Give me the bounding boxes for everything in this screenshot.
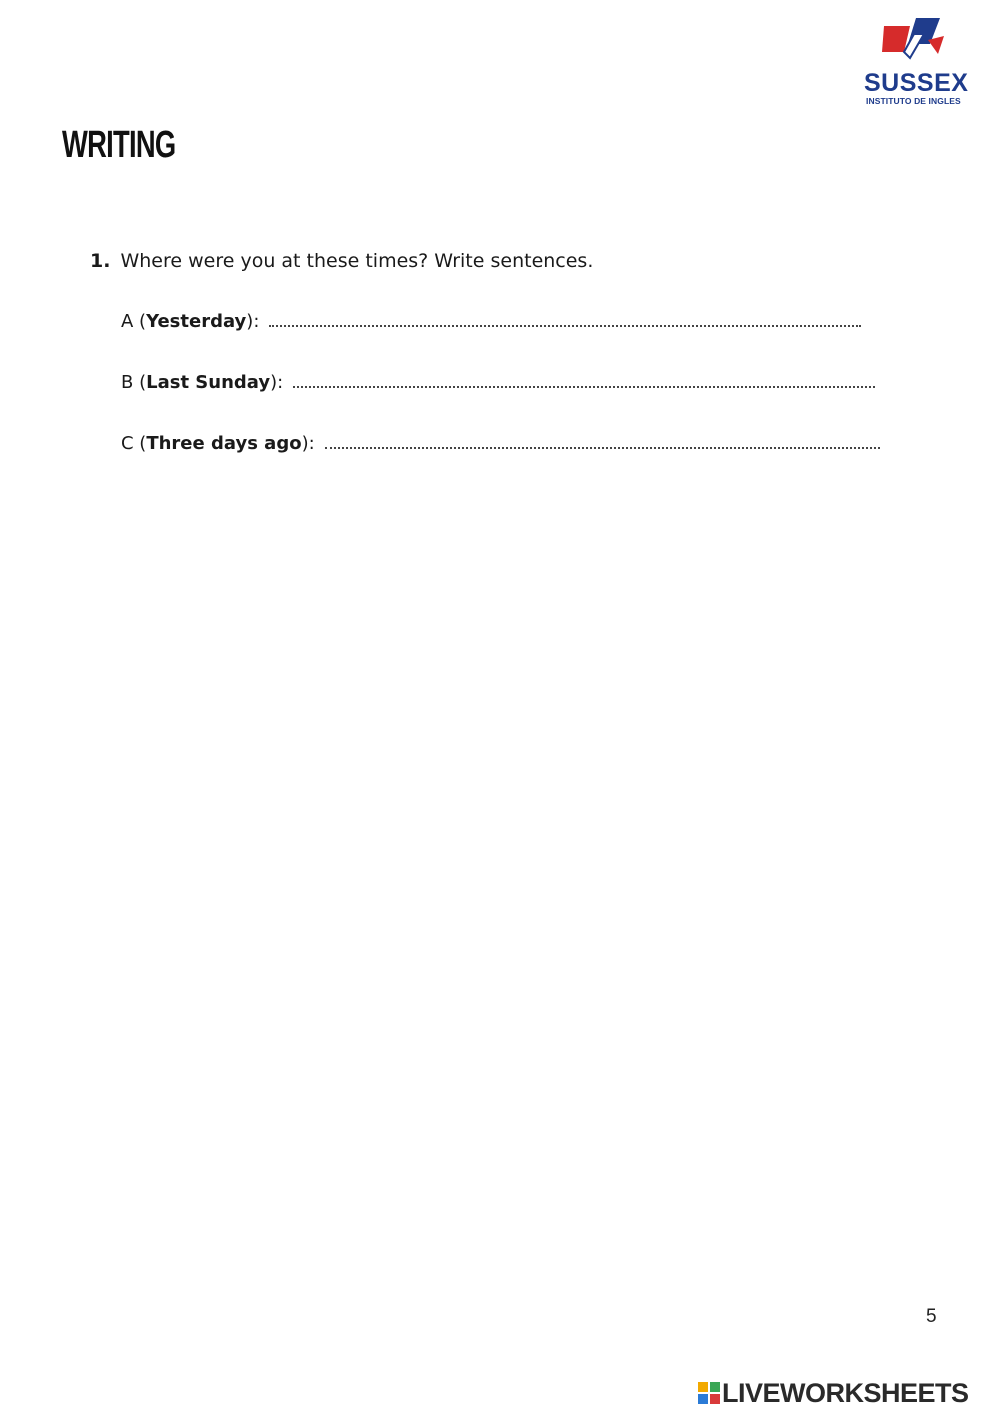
answer-row-c: C ( Three days ago ): bbox=[121, 431, 880, 457]
sussex-logo bbox=[858, 14, 968, 109]
exercise-number: 1. bbox=[90, 250, 111, 272]
sussex-logo-mark-icon bbox=[880, 14, 946, 70]
liveworksheets-brand bbox=[698, 1378, 969, 1408]
answer-field-c[interactable] bbox=[325, 431, 880, 449]
logo-name: SUSSEX bbox=[864, 69, 969, 97]
answer-time-label: Yesterday bbox=[146, 311, 247, 332]
answer-field-b[interactable] bbox=[293, 370, 875, 388]
answer-key: B bbox=[121, 372, 134, 393]
exercise-instruction-text: Where were you at these times? Write sentences. bbox=[120, 250, 594, 272]
section-title: WRITING bbox=[62, 124, 176, 166]
answer-time-label: Last Sunday bbox=[146, 372, 271, 393]
answer-key: A bbox=[121, 311, 134, 332]
logo-subtitle: INSTITUTO DE INGLES bbox=[866, 96, 961, 106]
liveworksheets-logo-icon bbox=[698, 1382, 720, 1404]
answer-row-a: A ( Yesterday ): bbox=[121, 309, 861, 335]
liveworksheets-text: LIVEWORKSHEETS bbox=[722, 1378, 969, 1408]
exercise-instruction bbox=[90, 248, 593, 274]
answer-field-a[interactable] bbox=[269, 309, 861, 327]
answer-key: C bbox=[121, 433, 134, 454]
answer-row-b: B ( Last Sunday ): bbox=[121, 370, 875, 396]
page-number: 5 bbox=[926, 1306, 937, 1327]
answer-time-label: Three days ago bbox=[146, 433, 302, 454]
